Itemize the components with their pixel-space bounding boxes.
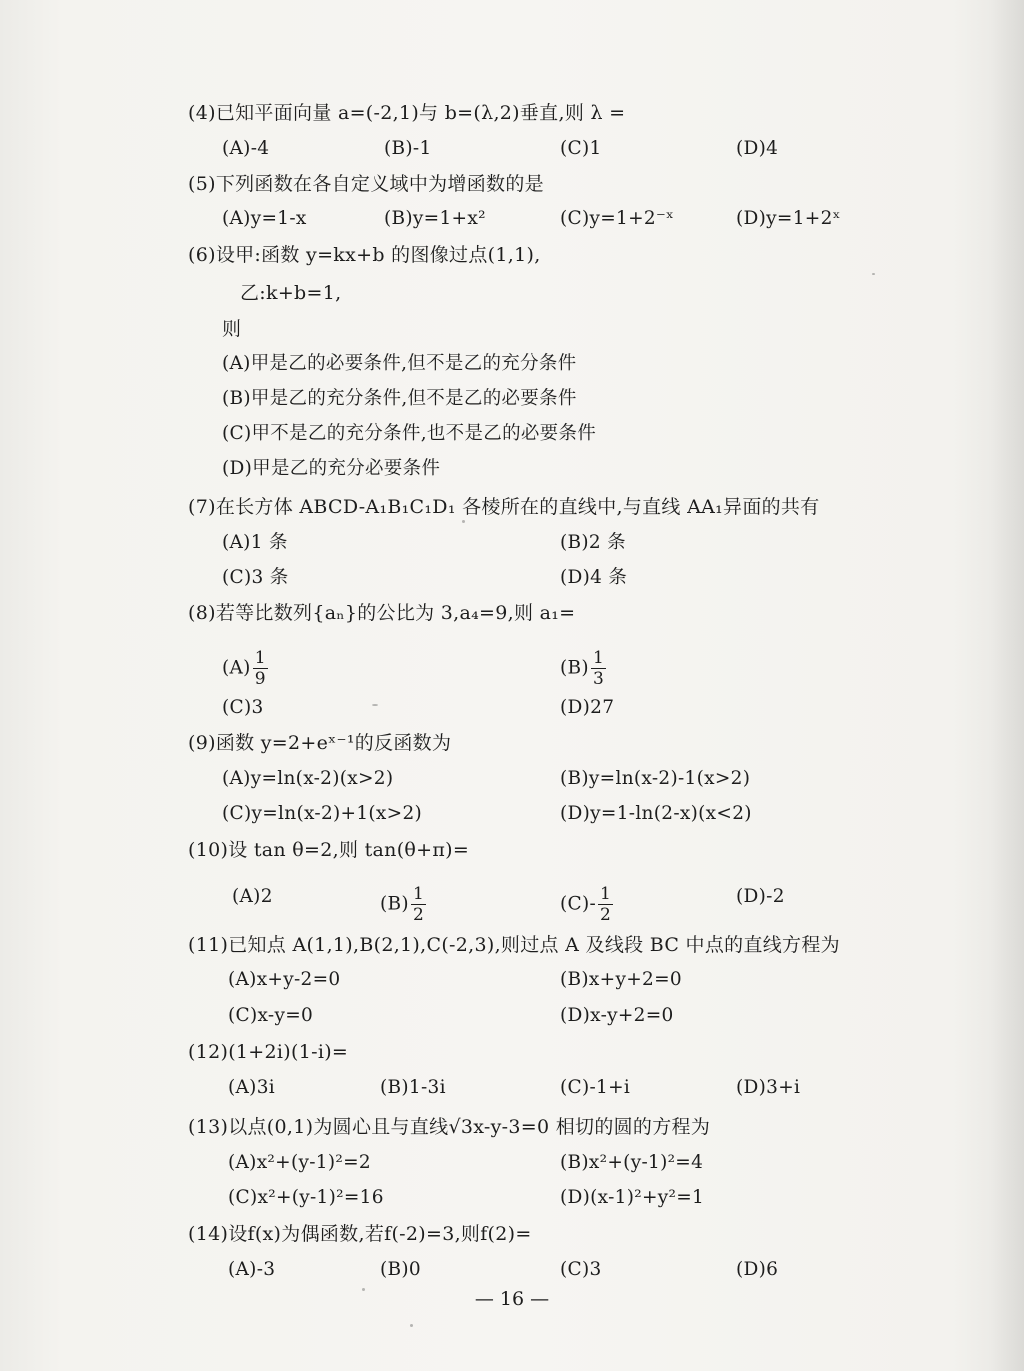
q5-option-d: (D)y=1+2ˣ (736, 208, 841, 229)
q14-option-b: (B)0 (380, 1259, 422, 1280)
q10-option-c-label: (C)- (560, 893, 597, 915)
q9-option-b: (B)y=ln(x-2)-1(x>2) (560, 768, 751, 789)
question-4-stem: (4)已知平面向量 a=(-2,1)与 b=(λ,2)垂直,则 λ = (188, 102, 626, 124)
q7-option-c: (C)3 条 (222, 567, 289, 588)
fraction-denominator: 3 (592, 669, 605, 689)
fraction-numerator: 1 (254, 648, 266, 668)
q7-option-a: (A)1 条 (222, 532, 288, 553)
q10-option-b-label: (B) (380, 893, 409, 915)
q11-option-b: (B)x+y+2=0 (560, 969, 682, 990)
q10-option-c (560, 884, 613, 925)
q8-option-a-label: (A) (222, 657, 251, 679)
question-11-stem: (11)已知点 A(1,1),B(2,1),C(-2,3),则过点 A 及线段 BC 中点的直线方程为 (188, 934, 840, 956)
q7-option-d: (D)4 条 (560, 567, 628, 588)
q6-option-d: (D)甲是乙的充分必要条件 (222, 458, 441, 479)
q12-option-a: (A)3i (228, 1077, 275, 1098)
q8-option-d: (D)27 (560, 697, 615, 718)
q14-option-c: (C)3 (560, 1259, 602, 1280)
q5-option-c: (C)y=1+2⁻ˣ (560, 208, 675, 229)
q13-option-d: (D)(x-1)²+y²=1 (560, 1187, 705, 1208)
q11-option-d: (D)x-y+2=0 (560, 1005, 674, 1026)
question-8-stem: (8)若等比数列{aₙ}的公比为 3,a₄=9,则 a₁= (188, 602, 576, 624)
fraction-denominator: 2 (412, 905, 425, 925)
q12-option-c: (C)-1+i (560, 1077, 631, 1098)
scan-speck (872, 273, 875, 275)
q8-option-a (222, 648, 268, 689)
q8-option-c: (C)3 (222, 697, 264, 718)
scan-speck (410, 1324, 413, 1327)
q11-option-c: (C)x-y=0 (228, 1005, 314, 1026)
q4-option-d: (D)4 (736, 138, 779, 159)
q6-option-b: (B)甲是乙的充分条件,但不是乙的必要条件 (222, 388, 577, 409)
q10-option-b-fraction (411, 884, 426, 925)
question-5-stem: (5)下列函数在各自定义域中为增函数的是 (188, 173, 544, 195)
page-number: — 16 — (474, 1288, 550, 1310)
question-6-stem: (6)设甲:函数 y=kx+b 的图像过点(1,1), (188, 244, 541, 266)
q5-option-a: (A)y=1-x (222, 208, 307, 229)
q8-option-b-fraction (591, 648, 606, 689)
q13-option-b: (B)x²+(y-1)²=4 (560, 1152, 704, 1173)
question-7-stem: (7)在长方体 ABCD-A₁B₁C₁D₁ 各棱所在的直线中,与直线 AA₁异面的共有 (188, 496, 820, 518)
q4-option-c: (C)1 (560, 138, 602, 159)
q9-option-d: (D)y=1-ln(2-x)(x<2) (560, 803, 752, 824)
q6-option-c: (C)甲不是乙的充分条件,也不是乙的必要条件 (222, 423, 597, 444)
q11-option-a: (A)x+y-2=0 (228, 969, 341, 990)
q6-condition-yi: 乙:k+b=1, (240, 282, 342, 304)
fraction-numerator: 1 (412, 884, 425, 904)
q13-option-c: (C)x²+(y-1)²=16 (228, 1187, 384, 1208)
q9-option-a: (A)y=ln(x-2)(x>2) (222, 768, 394, 789)
q10-option-a: (A)2 (232, 886, 273, 907)
q8-option-b-label: (B) (560, 657, 589, 679)
q6-then: 则 (222, 318, 242, 340)
q7-option-b: (B)2 条 (560, 532, 626, 553)
q10-option-c-fraction (598, 884, 613, 925)
q8-option-b (560, 648, 606, 689)
fraction-numerator: 1 (600, 884, 612, 904)
q4-option-a: (A)-4 (222, 138, 270, 159)
q4-option-b: (B)-1 (384, 138, 432, 159)
fraction-denominator: 9 (254, 669, 266, 689)
q10-option-b (380, 884, 426, 925)
question-14-stem: (14)设f(x)为偶函数,若f(-2)=3,则f(2)= (188, 1223, 532, 1245)
page-edge-shadow (990, 0, 1024, 1371)
q13-option-a: (A)x²+(y-1)²=2 (228, 1152, 371, 1173)
q8-option-a-fraction (253, 648, 268, 689)
q5-option-b: (B)y=1+x² (384, 208, 486, 229)
scan-speck (372, 704, 378, 706)
q6-option-a: (A)甲是乙的必要条件,但不是乙的充分条件 (222, 353, 577, 374)
q12-option-d: (D)3+i (736, 1077, 801, 1098)
q10-option-d: (D)-2 (736, 886, 785, 907)
scan-speck (362, 1288, 365, 1291)
question-10-stem: (10)设 tan θ=2,则 tan(θ+π)= (188, 839, 470, 861)
question-13-stem: (13)以点(0,1)为圆心且与直线√3x-y-3=0 相切的圆的方程为 (188, 1116, 711, 1138)
question-12-stem: (12)(1+2i)(1-i)= (188, 1041, 349, 1063)
q12-option-b: (B)1-3i (380, 1077, 446, 1098)
fraction-numerator: 1 (592, 648, 605, 668)
q14-option-a: (A)-3 (228, 1259, 276, 1280)
scan-speck (462, 520, 465, 523)
fraction-denominator: 2 (600, 905, 612, 925)
q9-option-c: (C)y=ln(x-2)+1(x>2) (222, 803, 423, 824)
question-9-stem: (9)函数 y=2+eˣ⁻¹的反函数为 (188, 732, 452, 754)
q14-option-d: (D)6 (736, 1259, 779, 1280)
